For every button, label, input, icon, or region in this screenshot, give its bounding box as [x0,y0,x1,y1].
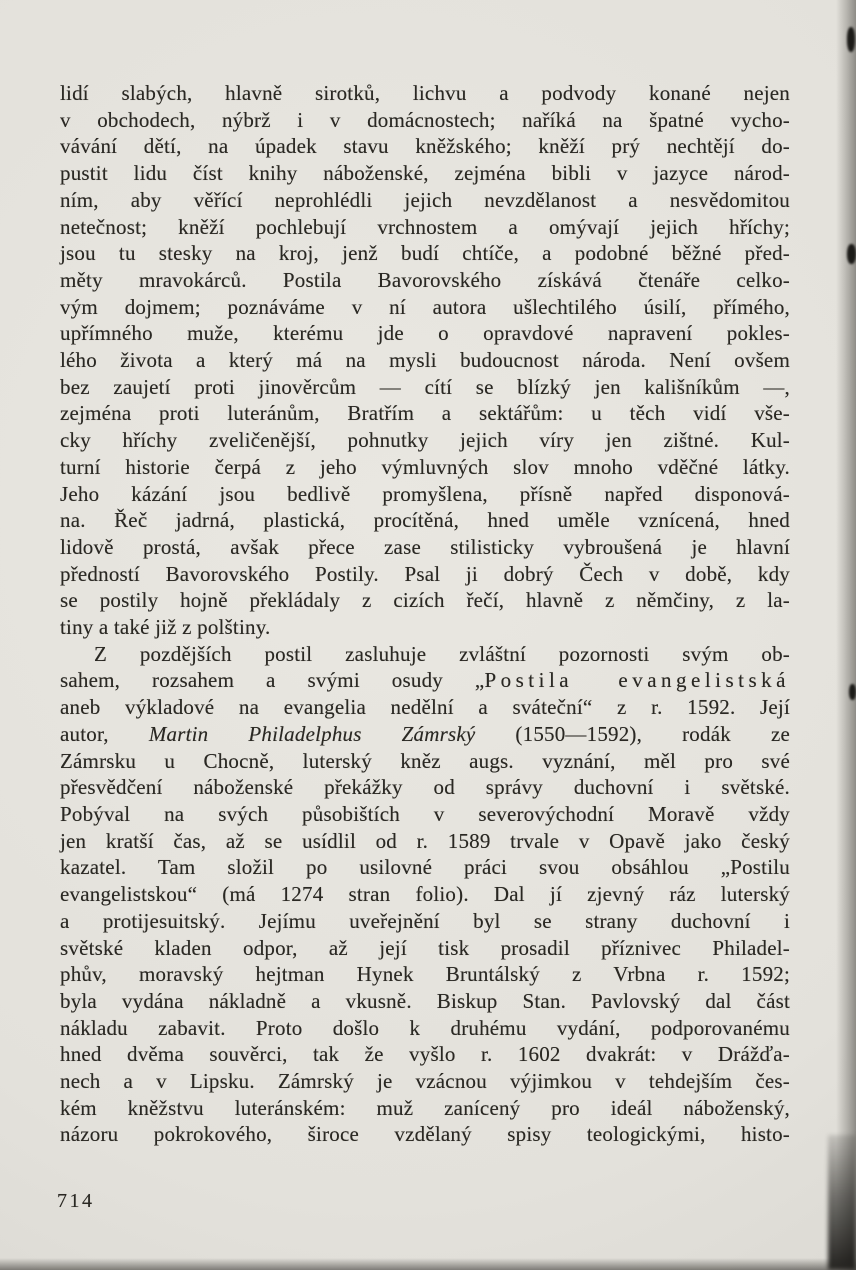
scan-corner-shadow [828,1135,856,1270]
spaced-book-title: Postila evangelistská [484,668,791,693]
text-line [60,721,790,748]
text-segment: a protijesuitský. Jejímu uveřejnění byl se strany duchovní i [60,908,790,933]
text-line [60,828,790,855]
text-segment: jen kratší čas, až se usídlil od r. 1589 trvale v Opavě jako český [60,828,790,853]
text-segment: turní historie čerpá z jeho výmluvných slov mnoho vděčné látky. [60,454,790,479]
text-line [60,587,790,614]
text-segment: phův, moravský hejtman Hynek Bruntálský z Vrbna r. 1592; [60,962,790,987]
page-text-block [60,80,790,1148]
text-line [60,400,790,427]
text-segment: hned dvěma souvěrci, tak že vyšlo r. 1602 dvakrát: v Drážďa- [60,1042,790,1067]
text-line [60,908,790,935]
text-line [60,1095,790,1122]
text-segment: kazatel. Tam složil po usilovné práci svou obsáhlou „Postilu [60,855,790,880]
scan-edge-shadow [836,0,856,1270]
text-segment: v obchodech, nýbrž i v domácnostech; naříká na špatné vycho- [60,107,790,132]
text-line [60,694,790,721]
text-segment: předností Bavorovského Postily. Psal ji dobrý Čech v době, kdy [60,561,790,586]
text-line [60,854,790,881]
text-segment: názoru pokrokového, široce vzdělaný spisy teologickými, histo- [60,1122,790,1147]
text-line [60,1068,790,1095]
text-line [60,320,790,347]
text-segment: autor, [60,721,149,746]
text-line [60,80,790,107]
text-segment: (1550—1592), rodák ze [475,721,791,746]
text-line [60,1041,790,1068]
text-segment: bez zaujetí proti jinověrcům — cítí se blízký jen kališníkům —, [60,374,790,399]
text-line [60,107,790,134]
text-line [60,160,790,187]
scan-bottom-shadow [0,1258,856,1270]
paragraph-2 [60,641,790,1148]
text-line [60,240,790,267]
text-segment: ním, aby věřící neprohlédli jejich nevzdělanost a nesvědomitou [60,187,790,212]
text-line [60,133,790,160]
text-segment: lidí slabých, hlavně sirotků, lichvu a podvody konané nejen [60,81,790,105]
text-line [60,614,790,641]
text-line [60,507,790,534]
text-segment: pustit lidu číst knihy náboženské, zejména bibli v jazyce národ- [60,161,790,186]
text-line [60,988,790,1015]
text-segment: evangelistskou“ (má 1274 stran folio). Dal jí zjevný ráz luterský [60,882,790,907]
scan-artifact [847,244,856,264]
text-line [60,294,790,321]
text-segment: tiny a také již z polštiny. [60,615,271,640]
text-segment: vávání dětí, na úpadek stavu kněžského; kněží prý nechtějí do- [60,134,790,159]
text-line [60,1121,790,1148]
text-segment: netečnost; kněží pochlebují vrchnostem a omývají jejich hříchy; [60,214,790,239]
text-line [60,481,790,508]
text-segment: světské kladen odpor, až její tisk prosadil příznivec Philadel- [60,935,790,960]
text-line [60,454,790,481]
text-segment: jsou tu stesky na kroj, jenž budí chtíče, a podobné běžné před- [60,241,790,266]
text-segment: přesvědčení náboženské překážky od správy duchovní i světské. [60,775,790,800]
text-line [60,641,790,668]
paragraph-1 [60,80,790,641]
text-line [60,801,790,828]
text-segment: Zámrsku u Chocně, luterský kněz augs. vyznání, měl pro své [60,748,790,773]
text-segment: zejména proti luteránům, Bratřím a sektářům: u těch vidí vše- [60,401,790,426]
text-segment: sahem, rozsahem a svými osudy „ [60,668,485,693]
text-line [60,667,790,694]
text-segment: se postily hojně překládaly z cizích řečí, hlavně z němčiny, z la- [60,588,790,613]
scan-artifact [849,684,856,700]
text-line [60,267,790,294]
text-line [60,935,790,962]
scan-artifact [847,27,855,52]
text-segment: lidově prostá, avšak přece zase stilisticky vybroušená je hlavní [60,534,790,559]
text-line [60,748,790,775]
text-line [60,961,790,988]
text-line [60,427,790,454]
text-segment: nech a v Lipsku. Zámrský je vzácnou výjimkou v tehdejším čes- [60,1069,790,1094]
text-segment: aneb výkladové na evangelia nedělní a sváteční“ z r. 1592. Její [60,695,790,720]
text-segment: měty mravokárců. Postila Bavorovského získává čtenáře celko- [60,267,790,292]
text-segment: byla vydána nákladně a vkusně. Biskup Stan. Pavlovský dal část [60,988,790,1013]
text-line [60,534,790,561]
text-segment: lého života a který má na mysli budoucnost národa. Není ovšem [60,348,790,373]
text-line [60,214,790,241]
text-line [60,561,790,588]
author-name-italic: Martin Philadelphus Zámrský [148,721,476,746]
text-segment: nákladu zabavit. Proto došlo k druhému vydání, podporovanému [60,1015,790,1040]
text-line [60,774,790,801]
text-line [60,881,790,908]
text-segment: upřímného muže, kterému jde o opravdové napravení pokles- [60,321,790,346]
text-segment: Pobýval na svých působištích v severovýchodní Moravě vždy [60,801,790,826]
text-segment: Jeho kázání jsou bedlivě promyšlena, přísně napřed disponová- [60,481,790,506]
text-segment: cky hříchy zveličenější, pohnutky jejich víry jen zištné. Kul- [60,428,790,453]
text-line [60,187,790,214]
text-line [60,1015,790,1042]
page-number: 714 [57,1190,95,1212]
text-segment: vým dojmem; poznáváme v ní autora ušlechtilého úsilí, přímého, [60,294,790,319]
text-line [60,347,790,374]
text-segment: Z pozdějších postil zasluhuje zvláštní pozornosti svým ob- [94,641,790,666]
text-segment: na. Řeč jadrná, plastická, procítěná, hned uměle vznícená, hned [60,508,790,533]
text-line [60,374,790,401]
text-segment: kém kněžstvu luteránském: muž zanícený pro ideál náboženský, [60,1095,790,1120]
